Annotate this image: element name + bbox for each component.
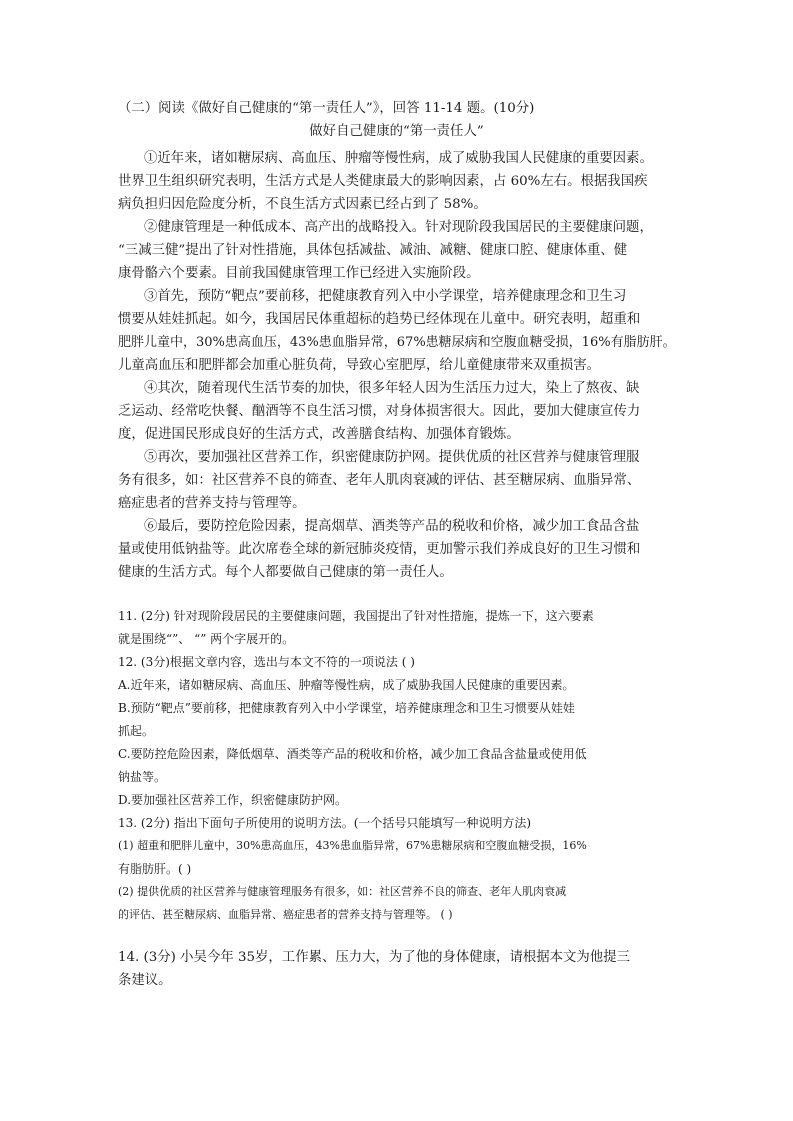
paragraph-6-line-3: 健康的生活方式。每个人都要做自己健康的第一责任人。 <box>118 565 453 580</box>
question-13-item-1-line-1: (1) 超重和肥胖儿童中，30%患高血压，43%患血脂异常，67%患糖尿病和空腹血糖受损，16% <box>118 839 587 852</box>
paragraph-4-line-1: ④其次，随着现代生活节奏的加快，很多年轻人因为生活压力过大，染上了熬夜、缺 <box>144 381 640 396</box>
question-12-option-b-line-2: 抓起。 <box>118 724 155 738</box>
question-13-stem: 13. (2分) 指出下面句子所使用的说明方法。(一个括号只能填写一种说明方法) <box>118 816 532 830</box>
question-14-line-1: 14. (3分) 小吴今年 35岁，工作累、压力大，为了他的身体健康，请根据本文为他提三 <box>118 950 630 965</box>
question-13-item-1-line-2: 有脂肪肝。( ) <box>118 862 192 876</box>
question-11-line-2: 就是围绕“”、 “” 两个字展开的。 <box>118 632 295 646</box>
paragraph-5-line-3: 癌症患者的营养支持与管理等。 <box>118 496 306 511</box>
question-12-option-a: A.近年来，诸如糖尿病、高血压、肿瘤等慢性病，成了威胁我国人民健康的重要因素。 <box>118 678 575 692</box>
paragraph-3-line-4: 儿童高血压和肥胖都会加重心脏负荷，导致心室肥厚，给儿童健康带来双重损害。 <box>118 358 601 373</box>
section-intro: （二）阅读《做好自己健康的“第一责任人”》，回答 11-14 题。(10分) <box>118 101 535 116</box>
paragraph-2-line-2: “三减三健”提出了针对性措施，具体包括减盐、减油、减糖、健康口腔、健康体重、健 <box>118 243 628 258</box>
question-12-option-d: D.要加强社区营养工作，织密健康防护网。 <box>118 793 348 807</box>
paragraph-6-line-2: 量或使用低钠盐等。此次席卷全球的新冠肺炎疫情，更加警示我们养成良好的卫生习惯和 <box>118 542 641 557</box>
paragraph-2-line-1: ②健康管理是一种低成本、高产出的战略投入。针对现阶段我国居民的主要健康问题， <box>144 220 653 235</box>
question-12-stem: 12. (3分)根据文章内容，选出与本文不符的一项说法 ( ) <box>118 655 415 669</box>
paragraph-5-line-1: ⑤再次，要加强社区营养工作，织密健康防护网。提供优质的社区营养与健康管理服 <box>144 450 640 465</box>
paragraph-3-line-3: 肥胖儿童中，30%患高血压，43%患血脂异常，67%患糖尿病和空腹血糖受损，16%有脂肪肝。 <box>118 335 676 350</box>
paragraph-4-line-3: 度，促进国民形成良好的生活方式，改善膳食结构、加强体育锻炼。 <box>118 427 520 442</box>
question-12-option-b-line-1: B.预防“靶点”要前移，把健康教育列入中小学课堂，培养健康理念和卫生习惯要从娃娃 <box>118 701 575 715</box>
paragraph-3-line-1: ③首先，预防“靶点”要前移，把健康教育列入中小学课堂，培养健康理念和卫生习 <box>144 289 627 304</box>
question-13-item-2-line-2: 的评估、甚至糖尿病、血脂异常、癌症患者的营养支持与管理等。 ( ) <box>118 908 453 921</box>
paragraph-6-line-1: ⑥最后，要防控危险因素，提高烟草、酒类等产品的税收和价格，减少加工食品含盐 <box>144 519 640 534</box>
paragraph-4-line-2: 乏运动、经常吃快餐、酗酒等不良生活习惯，对身体损害很大。因此，要加大健康宣传力 <box>118 404 641 419</box>
paragraph-1-line-3: 病负担归因危险度分析，不良生活方式因素已经占到了 58%。 <box>118 197 487 212</box>
paragraph-2-line-3: 康骨骼六个要素。目前我国健康管理工作已经进入实施阶段。 <box>118 266 480 281</box>
article-title: 做好自己健康的“第一责任人” <box>309 124 484 139</box>
question-11-line-1: 11. (2分) 针对现阶段居民的主要健康问题，我国提出了针对性措施，提炼一下，这六要素 <box>118 609 594 623</box>
question-12-option-c-line-1: C.要防控危险因素，降低烟草、酒类等产品的税收和价格，减少加工食品含盐量或使用低 <box>118 747 587 761</box>
paragraph-3-line-2: 惯要从娃娃抓起。如今，我国居民体重超标的趋势已经体现在儿童中。研究表明，超重和 <box>118 312 641 327</box>
question-13-item-2-line-1: (2) 提供优质的社区营养与健康管理服务有很多，如：社区营养不良的筛查、老年人肌肉衰减 <box>118 885 567 898</box>
paragraph-1-line-1: ①近年来，诸如糖尿病、高血压、肿瘤等慢性病，成了威胁我国人民健康的重要因素。 <box>144 151 653 166</box>
paragraph-1-line-2: 世界卫生组织研究表明，生活方式是人类健康最大的影响因素，占 60%左右。根据我国疾 <box>118 174 648 189</box>
question-14-line-2: 条建议。 <box>118 973 172 988</box>
question-12-option-c-line-2: 钠盐等。 <box>118 770 167 784</box>
paragraph-5-line-2: 务有很多，如：社区营养不良的筛查、老年人肌肉衰减的评估、甚至糖尿病、血脂异常、 <box>118 473 641 488</box>
